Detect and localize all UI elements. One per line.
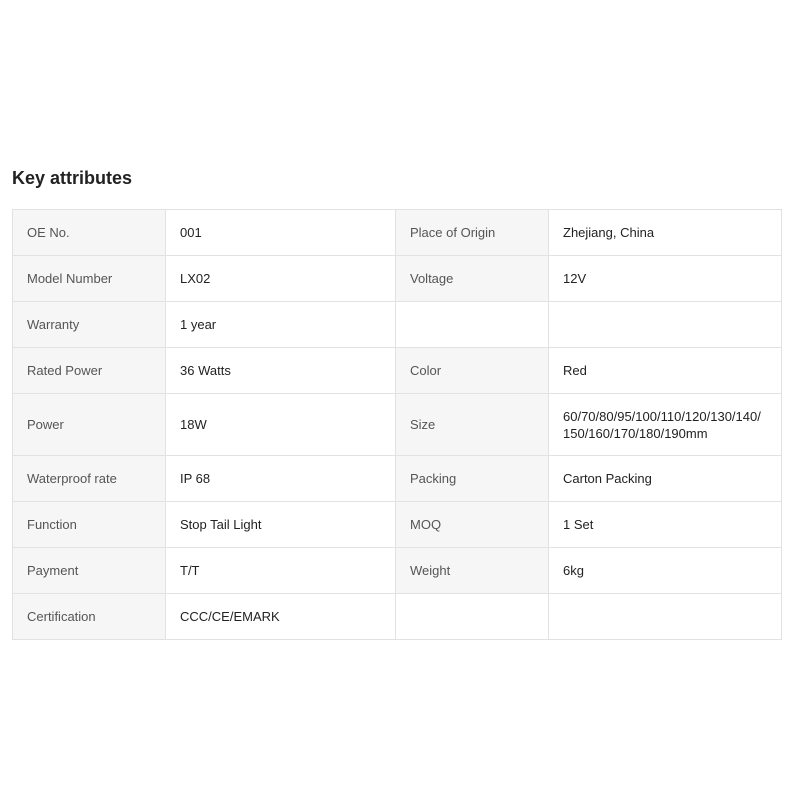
attribute-value: T/T (166, 548, 396, 594)
attribute-value: 1 Set (549, 502, 782, 548)
attribute-value: IP 68 (166, 456, 396, 502)
section-title: Key attributes (12, 168, 133, 188)
attribute-value: Stop Tail Light (166, 502, 396, 548)
attribute-label: Weight (396, 548, 549, 594)
attribute-value: 36 Watts (166, 348, 396, 394)
table-row (13, 502, 782, 548)
attribute-label: Waterproof rate (13, 456, 166, 502)
table-row (13, 256, 782, 302)
attribute-label: Power (13, 394, 166, 456)
attribute-value: 18W (166, 394, 396, 456)
attribute-label: Place of Origin (396, 210, 549, 256)
attribute-label: Packing (396, 456, 549, 502)
attribute-label: Color (396, 348, 549, 394)
attribute-label: Model Number (13, 256, 166, 302)
table-row (13, 210, 782, 256)
attribute-label: OE No. (13, 210, 166, 256)
attribute-value: 12V (549, 256, 782, 302)
attribute-label-blank (396, 302, 549, 348)
table-row (13, 394, 782, 456)
table-row (13, 548, 782, 594)
attribute-value: Red (549, 348, 782, 394)
attribute-value: 6kg (549, 548, 782, 594)
attribute-value: LX02 (166, 256, 396, 302)
attribute-value: Carton Packing (549, 456, 782, 502)
empty-cell (396, 594, 549, 640)
empty-cell (549, 594, 782, 640)
attribute-label: Function (13, 502, 166, 548)
table-row (13, 302, 782, 348)
attribute-label: Rated Power (13, 348, 166, 394)
attribute-label: Warranty (13, 302, 166, 348)
attribute-value: 1 year (166, 302, 396, 348)
key-attributes-table (12, 209, 782, 640)
attribute-label: MOQ (396, 502, 549, 548)
attribute-label: Voltage (396, 256, 549, 302)
attribute-label: Payment (13, 548, 166, 594)
attribute-label: Certification (13, 594, 166, 640)
table-row (13, 348, 782, 394)
table-row (13, 594, 782, 640)
table-row (13, 456, 782, 502)
attribute-value: 001 (166, 210, 396, 256)
attribute-value: Zhejiang, China (549, 210, 782, 256)
attribute-value-blank (549, 302, 782, 348)
attribute-value: 60/70/80/95/100/110/120/130/140/150/160/170/180/190mm (549, 394, 782, 456)
attribute-value: CCC/CE/EMARK (166, 594, 396, 640)
attribute-label: Size (396, 394, 549, 456)
